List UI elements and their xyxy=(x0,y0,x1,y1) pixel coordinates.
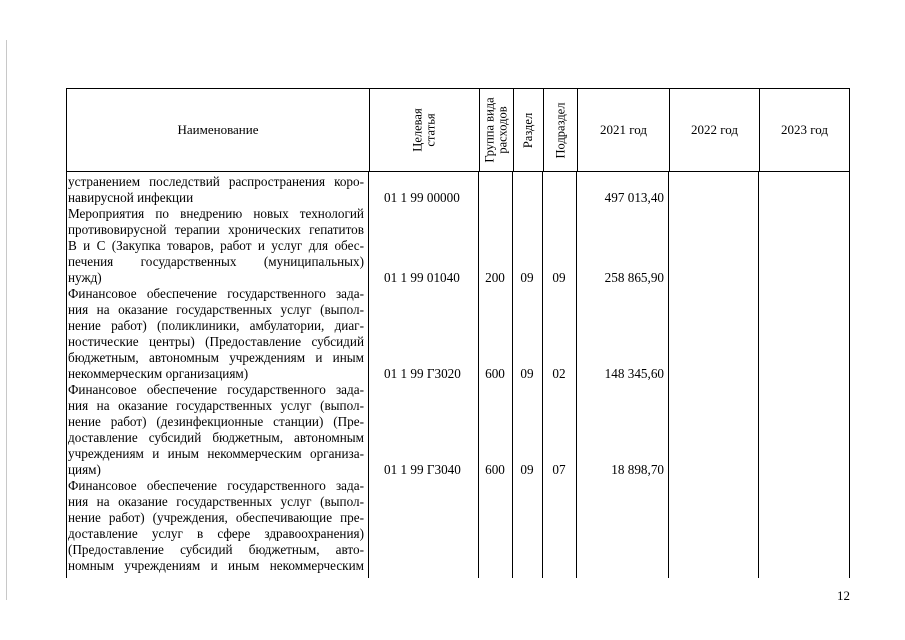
row-2-line-2: нение работ) (поликлиники, амбулатории, диаг- xyxy=(68,318,364,333)
row-1-line-0: Мероприятия по внедрению новых технологий xyxy=(68,206,364,221)
header-expense-group-line1: Группа вида xyxy=(482,97,497,163)
row-2-group: 600 xyxy=(485,366,505,381)
header-section xyxy=(513,89,543,171)
row-1-subsection: 09 xyxy=(552,270,566,285)
scan-edge-line xyxy=(6,40,7,600)
row-4-line-2: нение работ) (учреждения, обеспечивающие пре- xyxy=(68,510,364,525)
header-target-article-line2: статья xyxy=(423,113,438,147)
row-1-line-2: В и С (Закупка товаров, работ и услуг для обес- xyxy=(68,238,364,253)
row-4-line-1: ния на оказание государственных услуг (выпол- xyxy=(68,494,364,509)
row-1-group: 200 xyxy=(485,270,505,285)
header-expense-group-line2: расходов xyxy=(495,106,510,154)
table-body xyxy=(66,172,850,578)
row-3-line-0: Финансовое обеспечение государственного зада- xyxy=(68,382,364,397)
row-1-line-4: нужд) xyxy=(68,270,102,285)
row-2-line-5: некоммерческим организациям) xyxy=(68,366,249,381)
header-name-label: Наименование xyxy=(177,122,259,137)
row-3-line-2: нение работ) (дезинфекционные станции) (Пре- xyxy=(68,414,364,429)
header-2023-label: 2023 год xyxy=(781,122,828,137)
row-2-section: 09 xyxy=(520,366,534,381)
header-subsection-label: Подраздел xyxy=(553,102,567,158)
row-0-article: 01 1 99 00000 xyxy=(384,190,460,205)
header-subsection xyxy=(543,89,577,171)
row-3-group: 600 xyxy=(485,462,505,477)
header-2023 xyxy=(759,89,849,171)
row-2-2021: 148 345,60 xyxy=(604,366,664,381)
row-1-section: 09 xyxy=(520,270,534,285)
row-3-2021: 18 898,70 xyxy=(611,462,664,477)
row-3-section: 09 xyxy=(520,462,534,477)
header-expense-group xyxy=(479,89,513,171)
row-1-2021: 258 865,90 xyxy=(604,270,664,285)
name-column xyxy=(68,174,364,574)
row-3-line-3: доставление субсидий бюджетным, автономным xyxy=(68,430,364,445)
row-2-article: 01 1 99 Г3020 xyxy=(384,366,461,381)
row-2-line-1: ния на оказание государственных услуг (выпол- xyxy=(68,302,364,317)
row-2-line-4: бюджетным, автономным учреждениям и иным xyxy=(68,350,364,365)
header-2021 xyxy=(577,89,669,171)
row-4-line-4: (Предоставление субсидий бюджетным, авто- xyxy=(68,542,364,557)
header-2021-label: 2021 год xyxy=(600,122,647,137)
row-1-article: 01 1 99 01040 xyxy=(384,270,460,285)
row-4-line-3: доставление услуг в сфере здравоохранения) xyxy=(68,526,364,541)
row-1-line-1: противовирусной терапии хронических гепатитов xyxy=(68,222,364,237)
row-2-line-3: ностические центры) (Предоставление субсидий xyxy=(68,334,364,349)
row-3-line-5: циям) xyxy=(68,462,101,477)
row-3-article: 01 1 99 Г3040 xyxy=(384,462,461,477)
row-2-line-0: Финансовое обеспечение государственного зада- xyxy=(68,286,364,301)
table-header xyxy=(66,88,850,172)
row-0-line-0: устранением последствий распространения коро- xyxy=(68,174,364,189)
header-section-label: Раздел xyxy=(521,112,536,148)
row-3-line-1: ния на оказание государственных услуг (выпол- xyxy=(68,398,364,413)
row-1-line-3: печения государственных (муниципальных) xyxy=(68,254,364,269)
row-0-line-1: навирусной инфекции xyxy=(68,190,194,205)
header-name xyxy=(67,89,369,171)
header-target-article xyxy=(369,89,479,171)
header-2022-label: 2022 год xyxy=(691,122,738,137)
row-2-subsection: 02 xyxy=(552,366,566,381)
header-2022 xyxy=(669,89,759,171)
row-3-subsection: 07 xyxy=(552,462,566,477)
page-number: 12 xyxy=(837,588,850,603)
header-target-article-line1: Целевая xyxy=(410,108,425,152)
row-4-line-5: номным учреждениям и иным некоммерческим xyxy=(68,558,364,573)
row-0-2021: 497 013,40 xyxy=(604,190,664,205)
row-3-line-4: учреждениям и иным некоммерческим организа- xyxy=(68,446,364,461)
row-4-line-0: Финансовое обеспечение государственного зада- xyxy=(68,478,364,493)
